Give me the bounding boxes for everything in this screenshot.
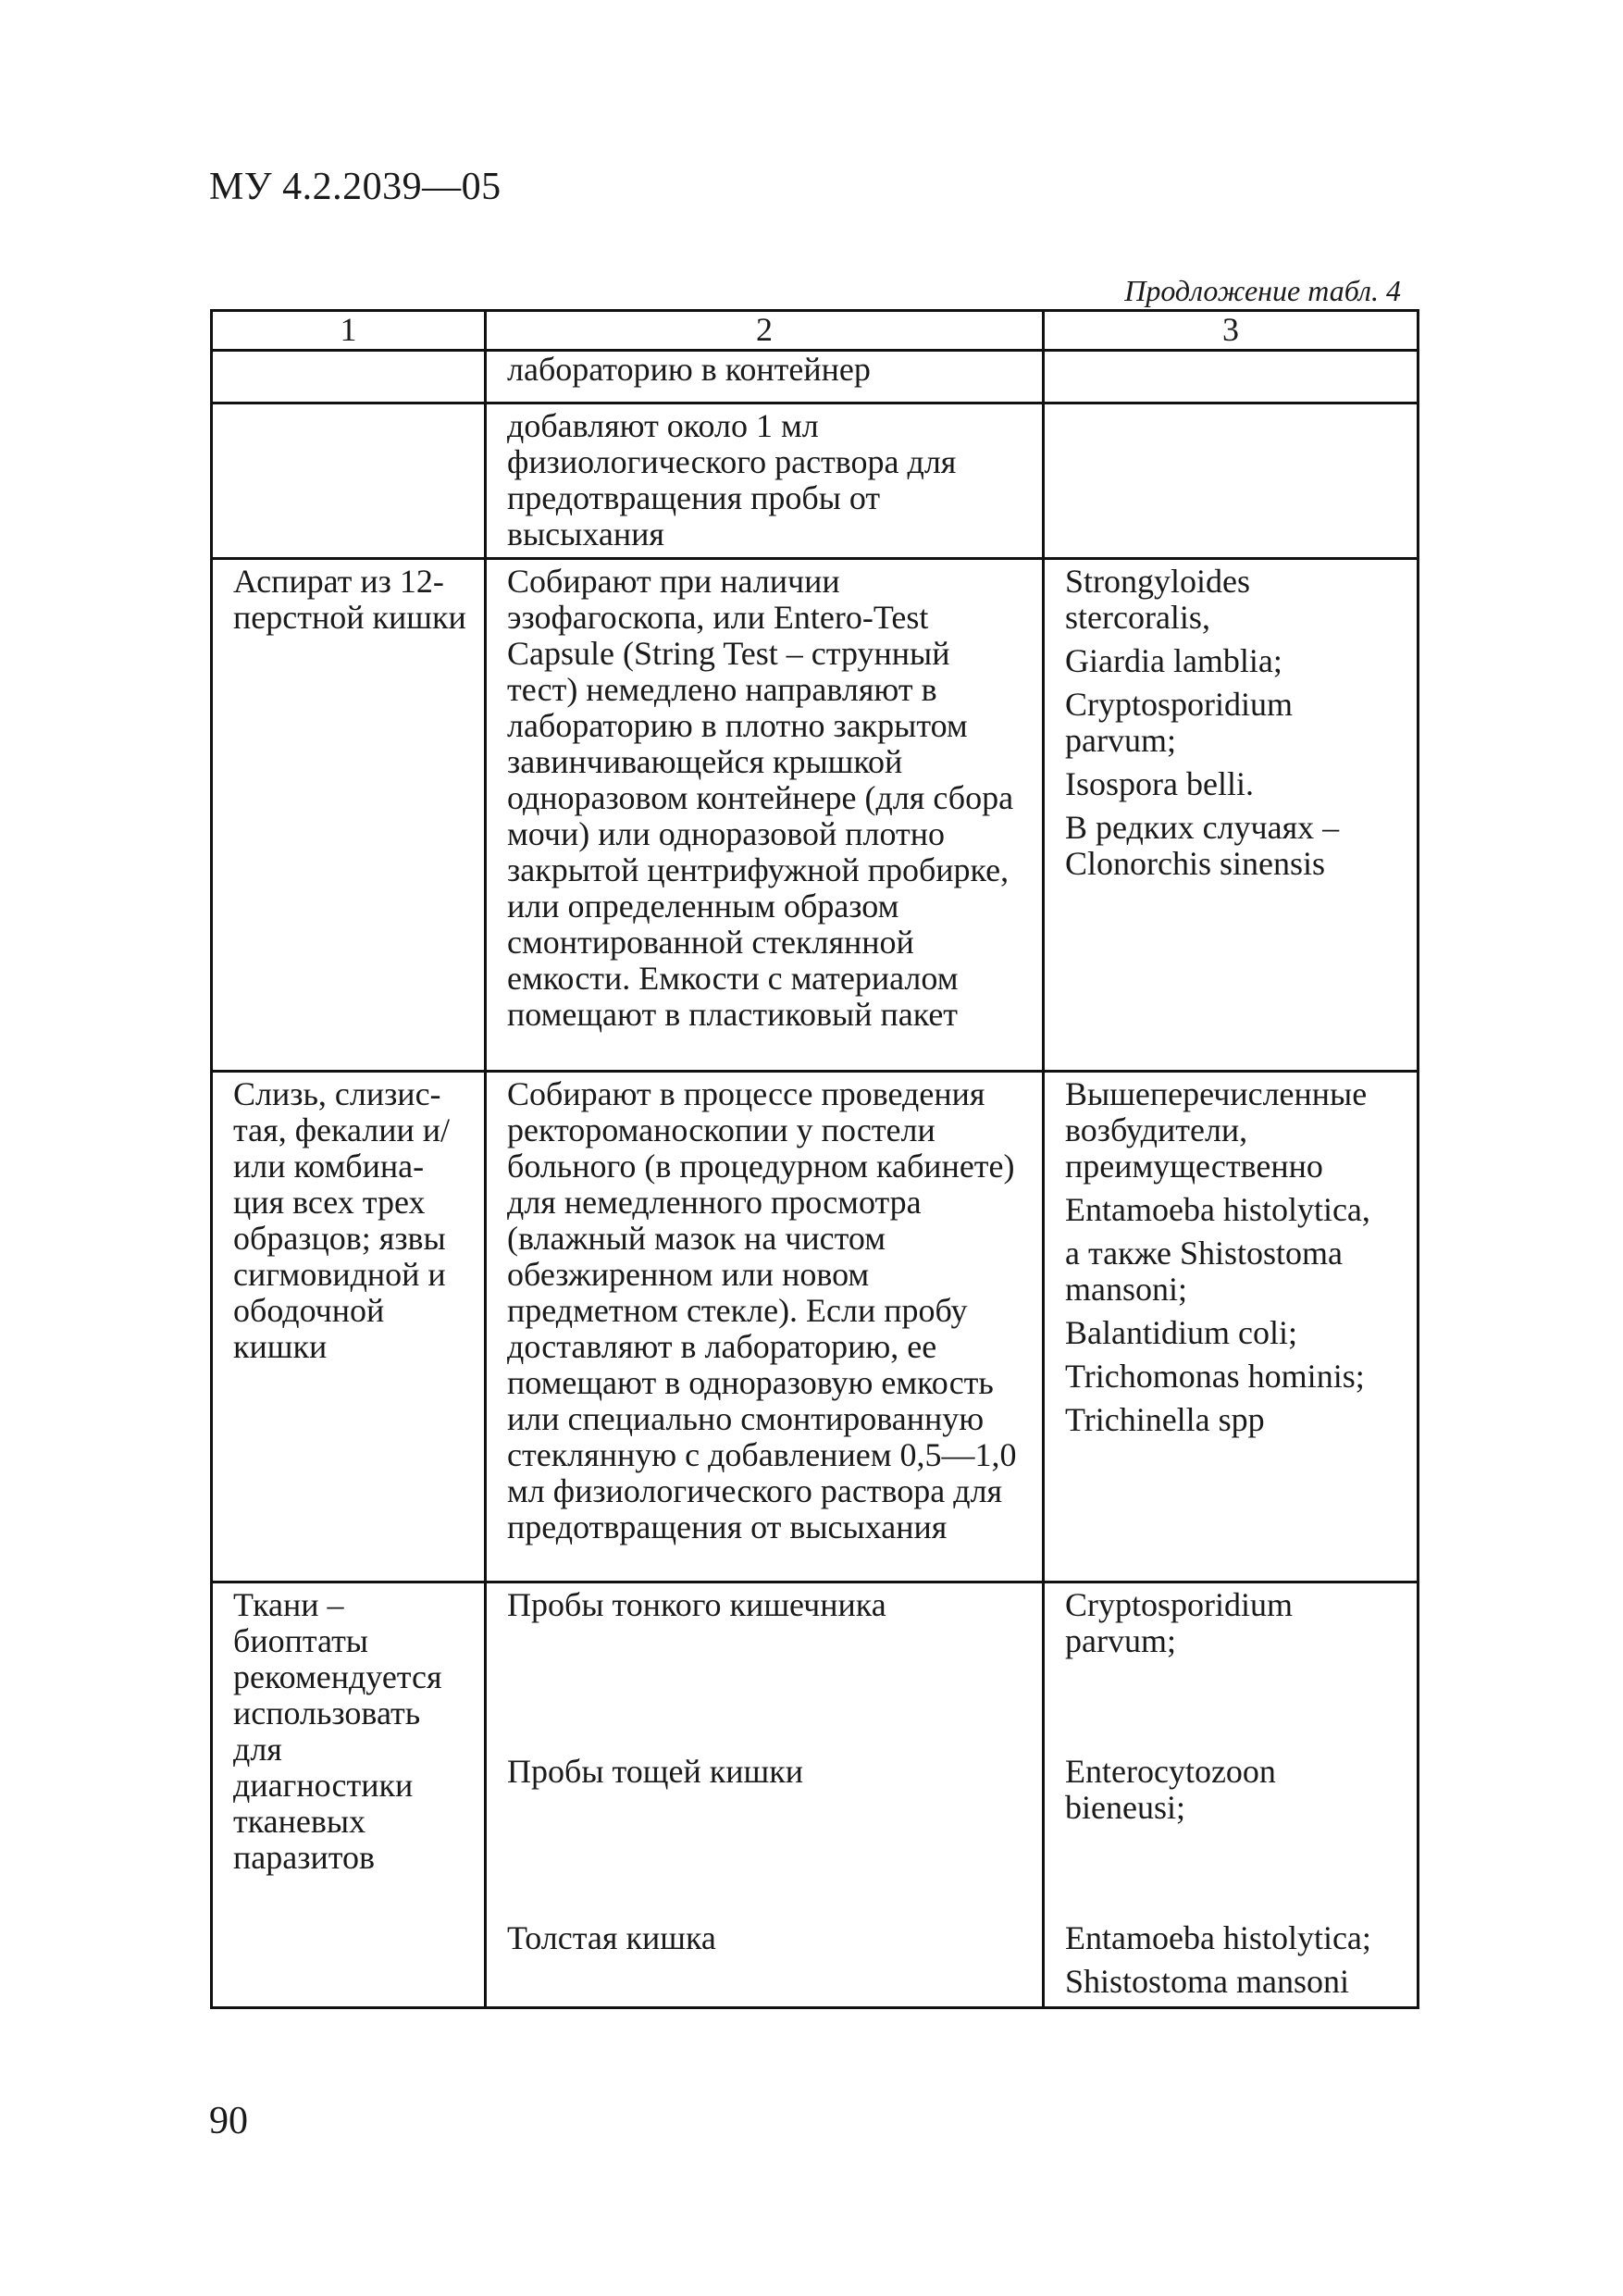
column-header-3: 3 bbox=[1044, 311, 1419, 351]
row1-col1 bbox=[212, 351, 486, 403]
organism-item: Balantidium coli; bbox=[1065, 1314, 1297, 1351]
organism-item: В редких случаях – Clonorchis sinensis bbox=[1065, 809, 1340, 882]
data-table bbox=[210, 309, 1419, 2009]
column-header-1: 1 bbox=[212, 311, 486, 351]
row3-col2: Собирают при наличии эзофагоскопа, или Entero-Test Capsule (String Test – струнный тест) немедлено направляют в лабораторию в плотно закрытом завинчивающейся крышкой одноразовом контейнере (для сбора мочи) или одноразовой плотно закрытой центрифужной пробирке, или определенным образом смонтированной стеклянной емкости. Емкости с материалом помещают в пластиковый пакет bbox=[486, 559, 1044, 1072]
row5-col2 bbox=[486, 1582, 1044, 2008]
organism-item: Вышеперечисленные возбудители, преимущественно bbox=[1065, 1075, 1368, 1185]
organism-item: Entamoeba histolytica; bbox=[1065, 1919, 1371, 1956]
row3-col3 bbox=[1044, 559, 1419, 1072]
organism-item: Cryptosporidium parvum; bbox=[1065, 1586, 1294, 1659]
row2-col2: добавляют около 1 мл физиологического раствора для предотвращения пробы от высыхания bbox=[486, 403, 1044, 559]
table-header-row bbox=[212, 311, 1419, 351]
column-header-2: 2 bbox=[486, 311, 1044, 351]
organism-item: Enterocytozoon bieneusi; bbox=[1065, 1753, 1276, 1826]
row2-col1 bbox=[212, 403, 486, 559]
organism-item: Trichomonas hominis; bbox=[1065, 1358, 1365, 1395]
row3-col1: Аспират из 12-перстной кишки bbox=[212, 559, 486, 1072]
organism-item: а также Shistostoma mansoni; bbox=[1065, 1235, 1344, 1308]
row5-col3 bbox=[1044, 1582, 1419, 2008]
table-continuation-caption: Продложение табл. 4 bbox=[1124, 274, 1401, 307]
document-code: МУ 4.2.2039—05 bbox=[209, 166, 502, 208]
table-row bbox=[212, 403, 1419, 559]
sample-type: Пробы тонкого кишечника bbox=[507, 1586, 886, 1623]
row4-col2: Собирают в процессе проведения ректороманоскопии у постели больного (в процедурном кабинете) для немедленного просмотра (влажный мазок на чистом обезжиренном или новом предметном стекле). Если пробу доставляют в лабораторию, ее помещают в одноразовую емкость или специально смонтированную стеклянную с добавлением 0,5—1,0 мл физиологического раствора для предотвращения от высыхания bbox=[486, 1072, 1044, 1582]
organism-item: Entamoeba histolytica, bbox=[1065, 1191, 1370, 1228]
row4-col3 bbox=[1044, 1072, 1419, 1582]
organism-item: Isospora belli. bbox=[1065, 765, 1254, 802]
sample-type: Толстая кишка bbox=[507, 1919, 716, 1956]
table-row bbox=[212, 1072, 1419, 1582]
row1-col3 bbox=[1044, 351, 1419, 403]
organism-item: Trichinella spp bbox=[1065, 1401, 1265, 1438]
row5-col1: Ткани – биоптаты рекомендуется использовать для диагностики тканевых паразитов bbox=[212, 1582, 486, 2008]
organism-item: Cryptosporidium parvum; bbox=[1065, 686, 1294, 759]
row4-col1: Слизь, слизис-тая, фекалии и/или комбина-ция всех трех образцов; язвы сигмовидной и ободочной кишки bbox=[212, 1072, 486, 1582]
table-row bbox=[212, 1582, 1419, 2008]
organism-item: Giardia lamblia; bbox=[1065, 642, 1282, 679]
organism-item: Strongyloides stercoralis, bbox=[1065, 563, 1251, 636]
sample-type: Пробы тощей кишки bbox=[507, 1753, 803, 1790]
row2-col3 bbox=[1044, 403, 1419, 559]
table-row bbox=[212, 559, 1419, 1072]
organism-item: Shistostoma mansoni bbox=[1065, 1963, 1350, 2000]
table-row bbox=[212, 351, 1419, 403]
page-number: 90 bbox=[209, 2100, 248, 2142]
row1-col2: лабораторию в контейнер bbox=[486, 351, 1044, 403]
